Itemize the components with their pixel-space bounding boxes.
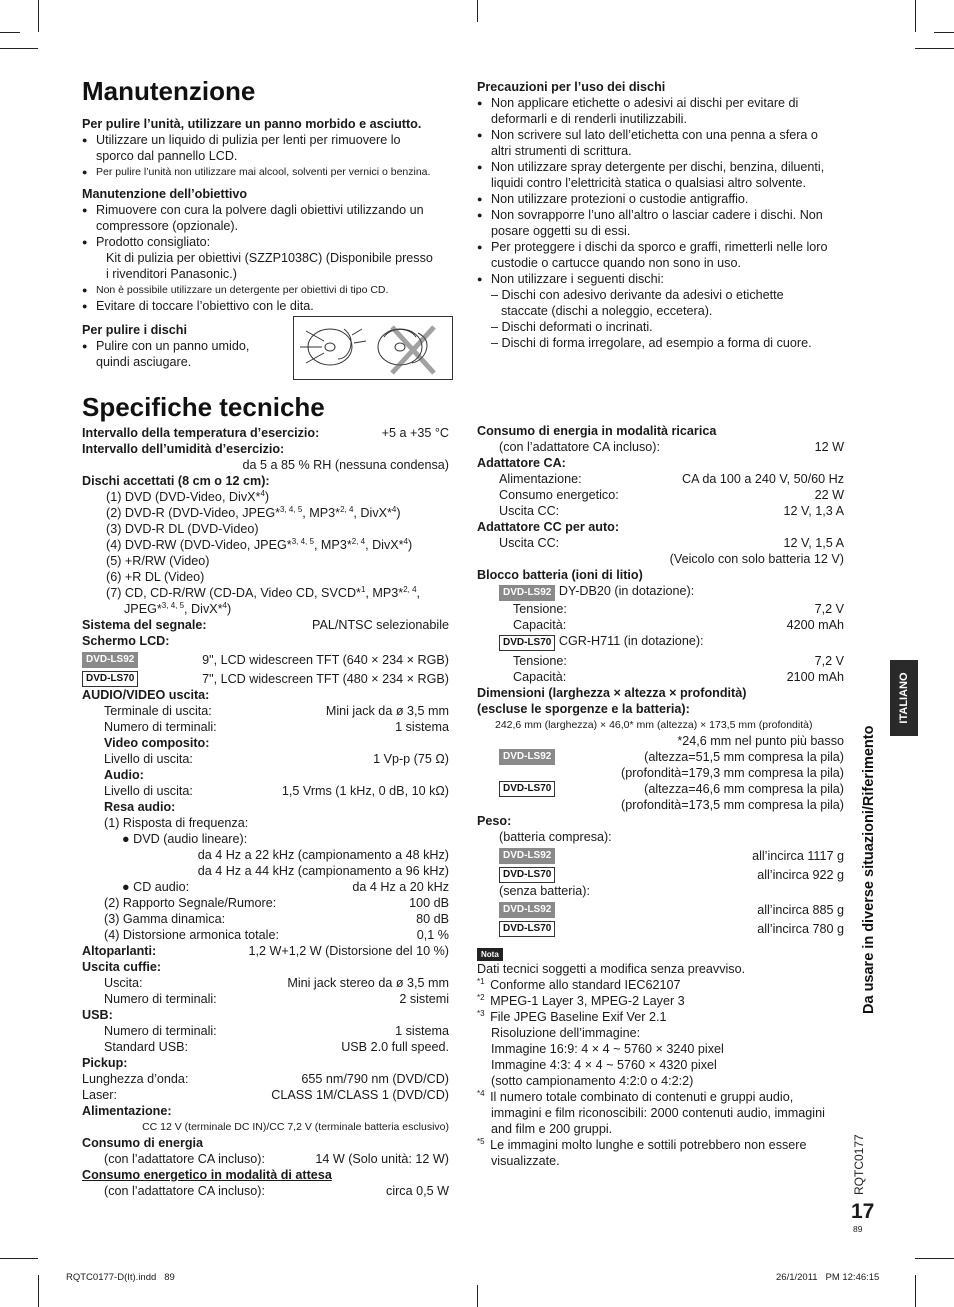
car-note: (Veicolo con solo batteria 12 V) (669, 552, 844, 566)
av-num-label: Numero di terminali: (104, 720, 217, 734)
spk-label: Altoparlanti: (82, 944, 157, 958)
usb-num-label: Numero di terminali: (104, 1024, 217, 1038)
pickup-label: Pickup: (82, 1056, 128, 1070)
hp-label: Uscita cuffie: (82, 960, 162, 974)
precauzioni-column (477, 79, 867, 351)
cd-audio-label: ● CD audio: (122, 880, 190, 894)
model-badge-ls70: DVD-LS70 (499, 867, 555, 883)
dash-item-cont: staccate (dischi a noleggio, eccetera). (501, 304, 713, 318)
dash-item: – Dischi con adesivo derivante da adesivi o etichette (491, 288, 784, 302)
batt1-v-label: Tensione: (513, 602, 567, 616)
hp-num-value: 2 sistemi (399, 992, 449, 1006)
list-item: ● Utilizzare un liquido di pulizia per lenti per rimuovere lo (82, 132, 454, 148)
hp-num-label: Numero di terminali: (104, 992, 217, 1006)
car-out-label: Uscita CC: (499, 536, 560, 550)
crop-mark (934, 32, 954, 33)
cons-sub: (con l’adattatore CA incluso): (104, 1152, 266, 1166)
section-title-manutenzione: Manutenzione (82, 76, 256, 106)
usb-std-label: Standard USB: (104, 1040, 189, 1054)
dash-item: – Dischi di forma irregolare, ad esempio a forma di cuore. (491, 336, 812, 350)
av-num-value: 1 sistema (395, 720, 449, 734)
lcd2-value: 7", LCD widescreen TFT (480 × 234 × RGB) (202, 672, 449, 686)
batt2-name: CGR-H711 (in dotazione): (558, 634, 704, 648)
disc-item: (7) CD, CD-R/RW (CD-DA, Video CD, SVCD*$^1$, MP3*$^{2, 4}$, (106, 584, 421, 600)
hum-value: da 5 a 85 % RH (nessuna condensa) (242, 458, 449, 472)
dim-label-2: (escluse le sporgenze e la batteria): (477, 702, 690, 716)
footnote-2: $^{*2}$ MPEG-1 Layer 3, MPEG-2 Layer 3 (477, 992, 685, 1008)
crop-mark (0, 32, 20, 33)
list-item: ● Non utilizzare spray detergente per dischi, benzina, diluenti, (477, 159, 867, 175)
list-item: ● Non sovrapporre l’uno all’altro o lasciar cadere i dischi. Non (477, 207, 867, 223)
batt2-row (477, 633, 844, 653)
list-item-cont: quindi asciugare. (96, 355, 192, 369)
weight-value: all’incirca 922 g (757, 868, 844, 882)
batt2-c-value: 2100 mAh (786, 670, 844, 684)
dim-ls70-depth: (profondità=173,5 mm compresa la pila) (621, 798, 844, 812)
batt2-v-value: 7,2 V (814, 654, 844, 668)
av-term-value: Mini jack da ø 3,5 mm (325, 704, 449, 718)
ac-label: Adattatore CA: (477, 456, 566, 470)
footnote-3-cont: Immagine 16:9: 4 × 4 ~ 5760 × 3240 pixel (491, 1042, 724, 1056)
ac-cons-label: Consumo energetico: (499, 488, 619, 502)
crop-mark (38, 0, 39, 32)
list-item: ● Non è possibile utilizzare un detergente per obiettivi di tipo CD. (82, 282, 454, 298)
signal-value: PAL/NTSC selezionabile (312, 618, 449, 632)
weight-label: Peso: (477, 814, 512, 828)
footnote-1: $^{*1}$ Conforme allo standard IEC62107 (477, 976, 681, 992)
power-label: Alimentazione: (82, 1104, 172, 1118)
standby-sub: (con l’adattatore CA incluso): (104, 1184, 266, 1198)
discs-heading: Per pulire i dischi (82, 323, 187, 337)
footnote-4: $^{*4}$ Il numero totale combinato di contenuti e gruppi audio, (477, 1088, 794, 1104)
footer-left: RQTC0177-D(It).indd 89 (66, 1272, 175, 1283)
crop-mark (915, 1258, 954, 1259)
list-item-cont: altri strumenti di scrittura. (491, 144, 632, 158)
model-badge-ls92: DVD-LS92 (499, 749, 555, 765)
list-item-cont: posare oggetti su di essi. (491, 224, 631, 238)
crop-mark (915, 1275, 916, 1307)
dim-value: 242,6 mm (larghezza) × 46,0* mm (altezza) × 173,5 mm (profondità) (495, 719, 813, 731)
snr-value: 100 dB (409, 896, 449, 910)
hum-label: Intervallo dell’umidità d’esercizio: (82, 442, 285, 456)
audio-label: Audio: (104, 768, 144, 782)
model-badge-ls70: DVD-LS70 (82, 671, 138, 687)
list-item: ● Non utilizzare i seguenti dischi: (477, 271, 867, 287)
ac-out-label: Uscita CC: (499, 504, 560, 518)
crop-mark (915, 48, 954, 49)
car-out-value: 12 V, 1,5 A (783, 536, 844, 550)
footnote-3-cont: Immagine 4:3: 4 × 4 ~ 5760 × 4320 pixel (491, 1058, 717, 1072)
disc-item: (5) +R/RW (Video) (106, 554, 210, 568)
crop-mark (477, 0, 478, 22)
thd-value: 0,1 % (416, 928, 449, 942)
audio-level-value: 1,5 Vrms (1 kHz, 0 dB, 10 kΩ) (281, 784, 449, 798)
footnote-3-cont: (sotto campionamento 4:2:0 o 4:2:2) (491, 1074, 694, 1088)
footnote-5-cont: visualizzate. (491, 1154, 560, 1168)
model-badge-ls70: DVD-LS70 (499, 781, 555, 797)
list-item: ● Prodotto consigliato: (82, 234, 454, 250)
laser-label: Laser: (82, 1088, 118, 1102)
dim-ls70-height: (altezza=46,6 mm compresa la pila) (644, 782, 844, 796)
dvd-audio-value: da 4 Hz a 22 kHz (campionamento a 48 kHz) (197, 848, 449, 862)
hp-out-label: Uscita: (104, 976, 143, 990)
crop-mark (38, 1275, 39, 1307)
dim-ls92-height: (altezza=51,5 mm compresa la pila) (644, 750, 844, 764)
snr-label: (2) Rapporto Segnale/Rumore: (104, 896, 277, 910)
list-item: ● Non utilizzare protezioni o custodie antigraffio. (477, 191, 867, 207)
disc-correct-icon (300, 329, 366, 365)
cons-label: Consumo di energia (82, 1136, 204, 1150)
list-item-cont: compressore (opzionale). (96, 219, 239, 233)
list-item: ● Non scrivere sul lato dell’etichetta con una penna a sfera o (477, 127, 867, 143)
model-badge-ls92: DVD-LS92 (499, 585, 555, 601)
batt-label: Blocco batteria (ioni di litio) (477, 568, 643, 582)
footnote-4-cont: and film e 200 gruppi. (491, 1122, 613, 1136)
lcd1-value: 9", LCD widescreen TFT (640 × 234 × RGB) (202, 653, 449, 667)
wave-label: Lunghezza d’onda: (82, 1072, 189, 1086)
spk-value: 1,2 W+1,2 W (Distorsione del 10 %) (248, 944, 449, 958)
footnote-3-cont: Risoluzione dell’immagine: (491, 1026, 641, 1040)
ac-out-value: 12 V, 1,3 A (783, 504, 844, 518)
footer-right: 26/1/2011 PM 12:46:15 (776, 1272, 880, 1283)
av-term-label: Terminale di uscita: (104, 704, 212, 718)
disc-item: (4) DVD-RW (DVD-Video, JPEG*$^{3, 4, 5}$, MP3*$^{2, 4}$, DivX*$^4$) (106, 536, 413, 552)
video-level-label: Livello di uscita: (104, 752, 193, 766)
model-badge-ls92: DVD-LS92 (499, 902, 555, 918)
batt1-row (477, 583, 844, 601)
list-item: ● Pulire con un panno umido, (82, 338, 454, 354)
thd-label: (4) Distorsione armonica totale: (104, 928, 279, 942)
model-badge-ls70: DVD-LS70 (499, 921, 555, 937)
cons-value: 14 W (Solo unità: 12 W) (315, 1152, 449, 1166)
cd-audio-value: da 4 Hz a 20 kHz (352, 880, 449, 894)
crop-mark (915, 0, 916, 32)
list-item-cont: liquidi contro l’elettricità statica o qualsiasi altro solvente. (491, 176, 806, 190)
standby-label: Consumo energetico in modalità di attesa (82, 1168, 332, 1182)
clean-unit-heading: Per pulire l’unità, utilizzare un panno morbido e asciutto. (82, 117, 422, 131)
precauzioni-heading: Precauzioni per l’uso dei dischi (477, 80, 666, 94)
crop-mark (477, 1285, 478, 1307)
batt2-c-label: Capacità: (513, 670, 567, 684)
footnote-5: $^{*5}$ Le immagini molto lunghe e sottili potrebbero non essere (477, 1136, 807, 1152)
charge-value: 12 W (814, 440, 844, 454)
dvd-audio-label: ● DVD (audio lineare): (122, 832, 248, 846)
list-item: ● Non applicare etichette o adesivi ai dischi per evitare di (477, 95, 867, 111)
ac-supply-label: Alimentazione: (499, 472, 582, 486)
ac-cons-value: 22 W (814, 488, 844, 502)
lcd-label: Schermo LCD: (82, 634, 170, 648)
list-item-cont: i rivenditori Panasonic.) (106, 267, 237, 281)
audio-level-label: Livello di uscita: (104, 784, 193, 798)
av-label: AUDIO/VIDEO uscita: (82, 688, 210, 702)
signal-label: Sistema del segnale: (82, 618, 207, 632)
weight-without: (senza batteria): (499, 884, 590, 898)
list-item: ● Rimuovere con cura la polvere dagli obiettivi utilizzando un (82, 202, 454, 218)
disc-cleaning-illustration (293, 316, 453, 380)
dyn-value: 80 dB (416, 912, 449, 926)
model-badge-ls92: DVD-LS92 (82, 652, 138, 668)
weight-value: all’incirca 885 g (757, 903, 844, 917)
section-title-specifiche: Specifiche tecniche (82, 392, 325, 422)
resa-label: Resa audio: (104, 800, 176, 814)
footnote-3: $^{*3}$ File JPEG Baseline Exif Ver 2.1 (477, 1008, 667, 1024)
temp-label: Intervallo della temperatura d’esercizio: (82, 426, 320, 440)
model-badge-ls70: DVD-LS70 (499, 635, 555, 651)
list-item-cont: Kit di pulizia per obiettivi (SZZP1038C) (Disponibile presso (106, 251, 433, 265)
batt1-name: DY-DB20 (in dotazione): (558, 584, 695, 598)
disc-item: (2) DVD-R (DVD-Video, JPEG*$^{3, 4, 5}$, MP3*$^{2, 4}$, DivX*$^4$) (106, 504, 401, 520)
dim-low: *24,6 mm nel punto più basso (677, 734, 844, 748)
page-number: 17 (851, 1200, 875, 1223)
crop-mark (0, 1258, 38, 1259)
list-item: ● Per pulire l’unità non utilizzare mai alcool, solventi per vernici o benzina. (82, 164, 454, 180)
usb-num-value: 1 sistema (395, 1024, 449, 1038)
weight-value: all’incirca 780 g (757, 922, 844, 936)
batt1-c-value: 4200 mAh (786, 618, 844, 632)
list-item-cont: sporco dal pannello LCD. (96, 149, 238, 163)
disc-item: (6) +R DL (Video) (106, 570, 205, 584)
batt2-v-label: Tensione: (513, 654, 567, 668)
wave-value: 655 nm/790 nm (DVD/CD) (301, 1072, 449, 1086)
video-label: Video composito: (104, 736, 210, 750)
crop-mark (0, 48, 38, 49)
hp-out-value: Mini jack stereo da ø 3,5 mm (287, 976, 449, 990)
standby-value: circa 0,5 W (386, 1184, 449, 1198)
disc-item-cont: JPEG*$^{3, 4, 5}$, DivX*$^4$) (124, 600, 232, 616)
usb-std-value: USB 2.0 full speed. (341, 1040, 449, 1054)
lens-heading: Manutenzione dell’obiettivo (82, 187, 248, 201)
model-badge-ls92: DVD-LS92 (499, 848, 555, 864)
dim-label: Dimensioni (larghezza × altezza × profondità) (477, 686, 747, 700)
doc-code-vertical: RQTC0177 (852, 1134, 866, 1195)
dash-item: – Dischi deformati o incrinati. (491, 320, 653, 334)
weight-value: all’incirca 1117 g (752, 849, 844, 863)
spec-left-column (82, 425, 449, 1199)
nota-badge: Nota (477, 948, 503, 961)
discs-label: Dischi accettati (8 cm o 12 cm): (82, 474, 270, 488)
footnote-4-cont: immagini e film riconoscibili: 2000 contenuti audio, immagini (491, 1106, 825, 1120)
dim-ls92-depth: (profondità=179,3 mm compresa la pila) (621, 766, 844, 780)
disc-item: (3) DVD-R DL (DVD-Video) (106, 522, 259, 536)
car-label: Adattatore CC per auto: (477, 520, 620, 534)
power-value: CC 12 V (terminale DC IN)/CC 7,2 V (terminale batteria esclusivo) (142, 1121, 449, 1133)
language-tab (890, 660, 918, 736)
batt1-c-label: Capacità: (513, 618, 567, 632)
nota-text: Dati tecnici soggetti a modifica senza preavviso. (477, 962, 746, 976)
list-item: ● Evitare di toccare l’obiettivo con le dita. (82, 298, 454, 314)
freq-label: (1) Risposta di frequenza: (104, 816, 249, 830)
list-item-cont: deformarli e di renderli inutilizzabili. (491, 112, 687, 126)
weight-with: (batteria compresa): (499, 830, 612, 844)
language-tab-label: ITALIANO (898, 672, 910, 724)
dvd-audio-value: da 4 Hz a 44 kHz (campionamento a 96 kHz) (197, 864, 449, 878)
page-number-small: 89 (853, 1224, 863, 1234)
batt1-v-value: 7,2 V (814, 602, 844, 616)
charge-sub: (con l’adattatore CA incluso): (499, 440, 661, 454)
list-item: ● Per proteggere i dischi da sporco e graffi, rimetterli nelle loro (477, 239, 867, 255)
usb-label: USB: (82, 1008, 113, 1022)
section-side-label: Da usare in diverse situazioni/Riferimento (861, 725, 877, 1014)
ac-supply-value: CA da 100 a 240 V, 50/60 Hz (682, 472, 844, 486)
dyn-label: (3) Gamma dinamica: (104, 912, 226, 926)
charge-label: Consumo di energia in modalità ricarica (477, 424, 717, 438)
disc-item: (1) DVD (DVD-Video, DivX*$^4$) (106, 488, 270, 504)
video-level-value: 1 Vp-p (75 Ω) (373, 752, 449, 766)
list-item-cont: custodie o cartucce quando non sono in uso. (491, 256, 741, 270)
laser-value: CLASS 1M/CLASS 1 (DVD/CD) (271, 1088, 449, 1102)
spec-right-column (477, 423, 844, 1169)
temp-value: +5 a +35 °C (381, 426, 449, 440)
